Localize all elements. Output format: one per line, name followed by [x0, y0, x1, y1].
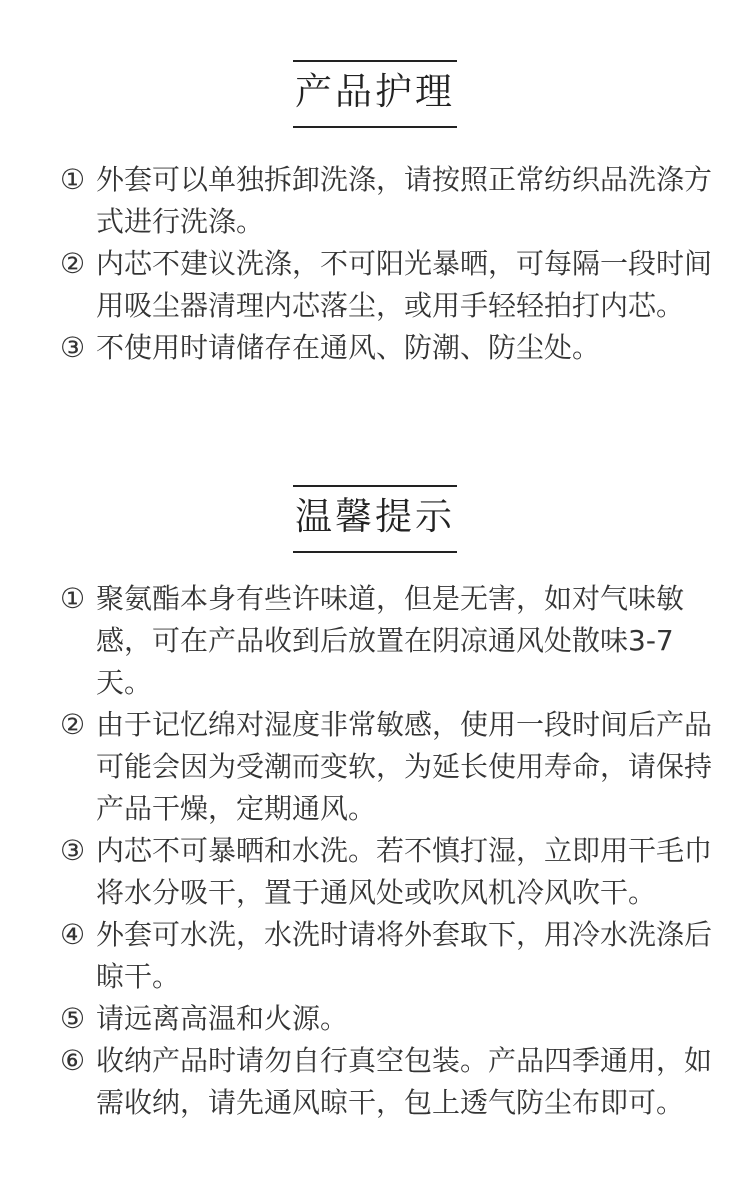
tips-section-heading: [0, 485, 750, 553]
tips-item-text: 聚氨酯本身有些许味道，但是无害，如对气味敏感，可在产品收到后放置在阴凉通风处散味3-7天。: [96, 582, 685, 699]
tips-title: 温馨提示: [295, 495, 455, 538]
care-title-frame: [293, 60, 457, 128]
tips-item-number: ①: [60, 582, 86, 615]
tips-item: [60, 578, 720, 704]
tips-item-number: ④: [60, 918, 86, 951]
tips-item: [60, 914, 720, 998]
tips-item: [60, 998, 720, 1040]
tips-item: [60, 704, 720, 830]
tips-item-text: 请远离高温和火源。: [96, 1002, 349, 1035]
tips-item: [60, 1040, 720, 1124]
tips-item-text: 内芯不可暴晒和水洗。若不慎打湿，立即用干毛巾将水分吸干，置于通风处或吹风机冷风吹干。: [96, 834, 713, 909]
tips-item: [60, 830, 720, 914]
care-item-text: 外套可以单独拆卸洗涤，请按照正常纺织品洗涤方式进行洗涤。: [96, 163, 713, 238]
tips-item-number: ②: [60, 708, 86, 741]
care-item-number: ②: [60, 247, 86, 280]
tips-item-text: 外套可水洗，水洗时请将外套取下，用冷水洗涤后晾干。: [96, 918, 713, 993]
care-item-number: ①: [60, 163, 86, 196]
tips-item-number: ⑤: [60, 1002, 86, 1035]
care-item-number: ③: [60, 331, 86, 364]
care-list: [60, 159, 720, 369]
care-section-heading: [0, 60, 750, 128]
tips-item-number: ③: [60, 834, 86, 867]
care-item-text: 内芯不建议洗涤，不可阳光暴晒，可每隔一段时间用吸尘器清理内芯落尘，或用手轻轻拍打内芯。: [96, 247, 713, 322]
care-item: [60, 159, 720, 243]
tips-item-text: 收纳产品时请勿自行真空包装。产品四季通用，如需收纳，请先通风晾干，包上透气防尘布即可。: [96, 1044, 713, 1119]
care-item-text: 不使用时请储存在通风、防潮、防尘处。: [96, 331, 601, 364]
tips-title-frame: [293, 485, 457, 553]
tips-item-number: ⑥: [60, 1044, 86, 1077]
care-item: [60, 327, 720, 369]
tips-list: [60, 578, 720, 1124]
tips-item-text: 由于记忆绵对湿度非常敏感，使用一段时间后产品可能会因为受潮而变软，为延长使用寿命，请保持产品干燥，定期通风。: [96, 708, 713, 825]
care-item: [60, 243, 720, 327]
care-title: 产品护理: [295, 70, 455, 113]
